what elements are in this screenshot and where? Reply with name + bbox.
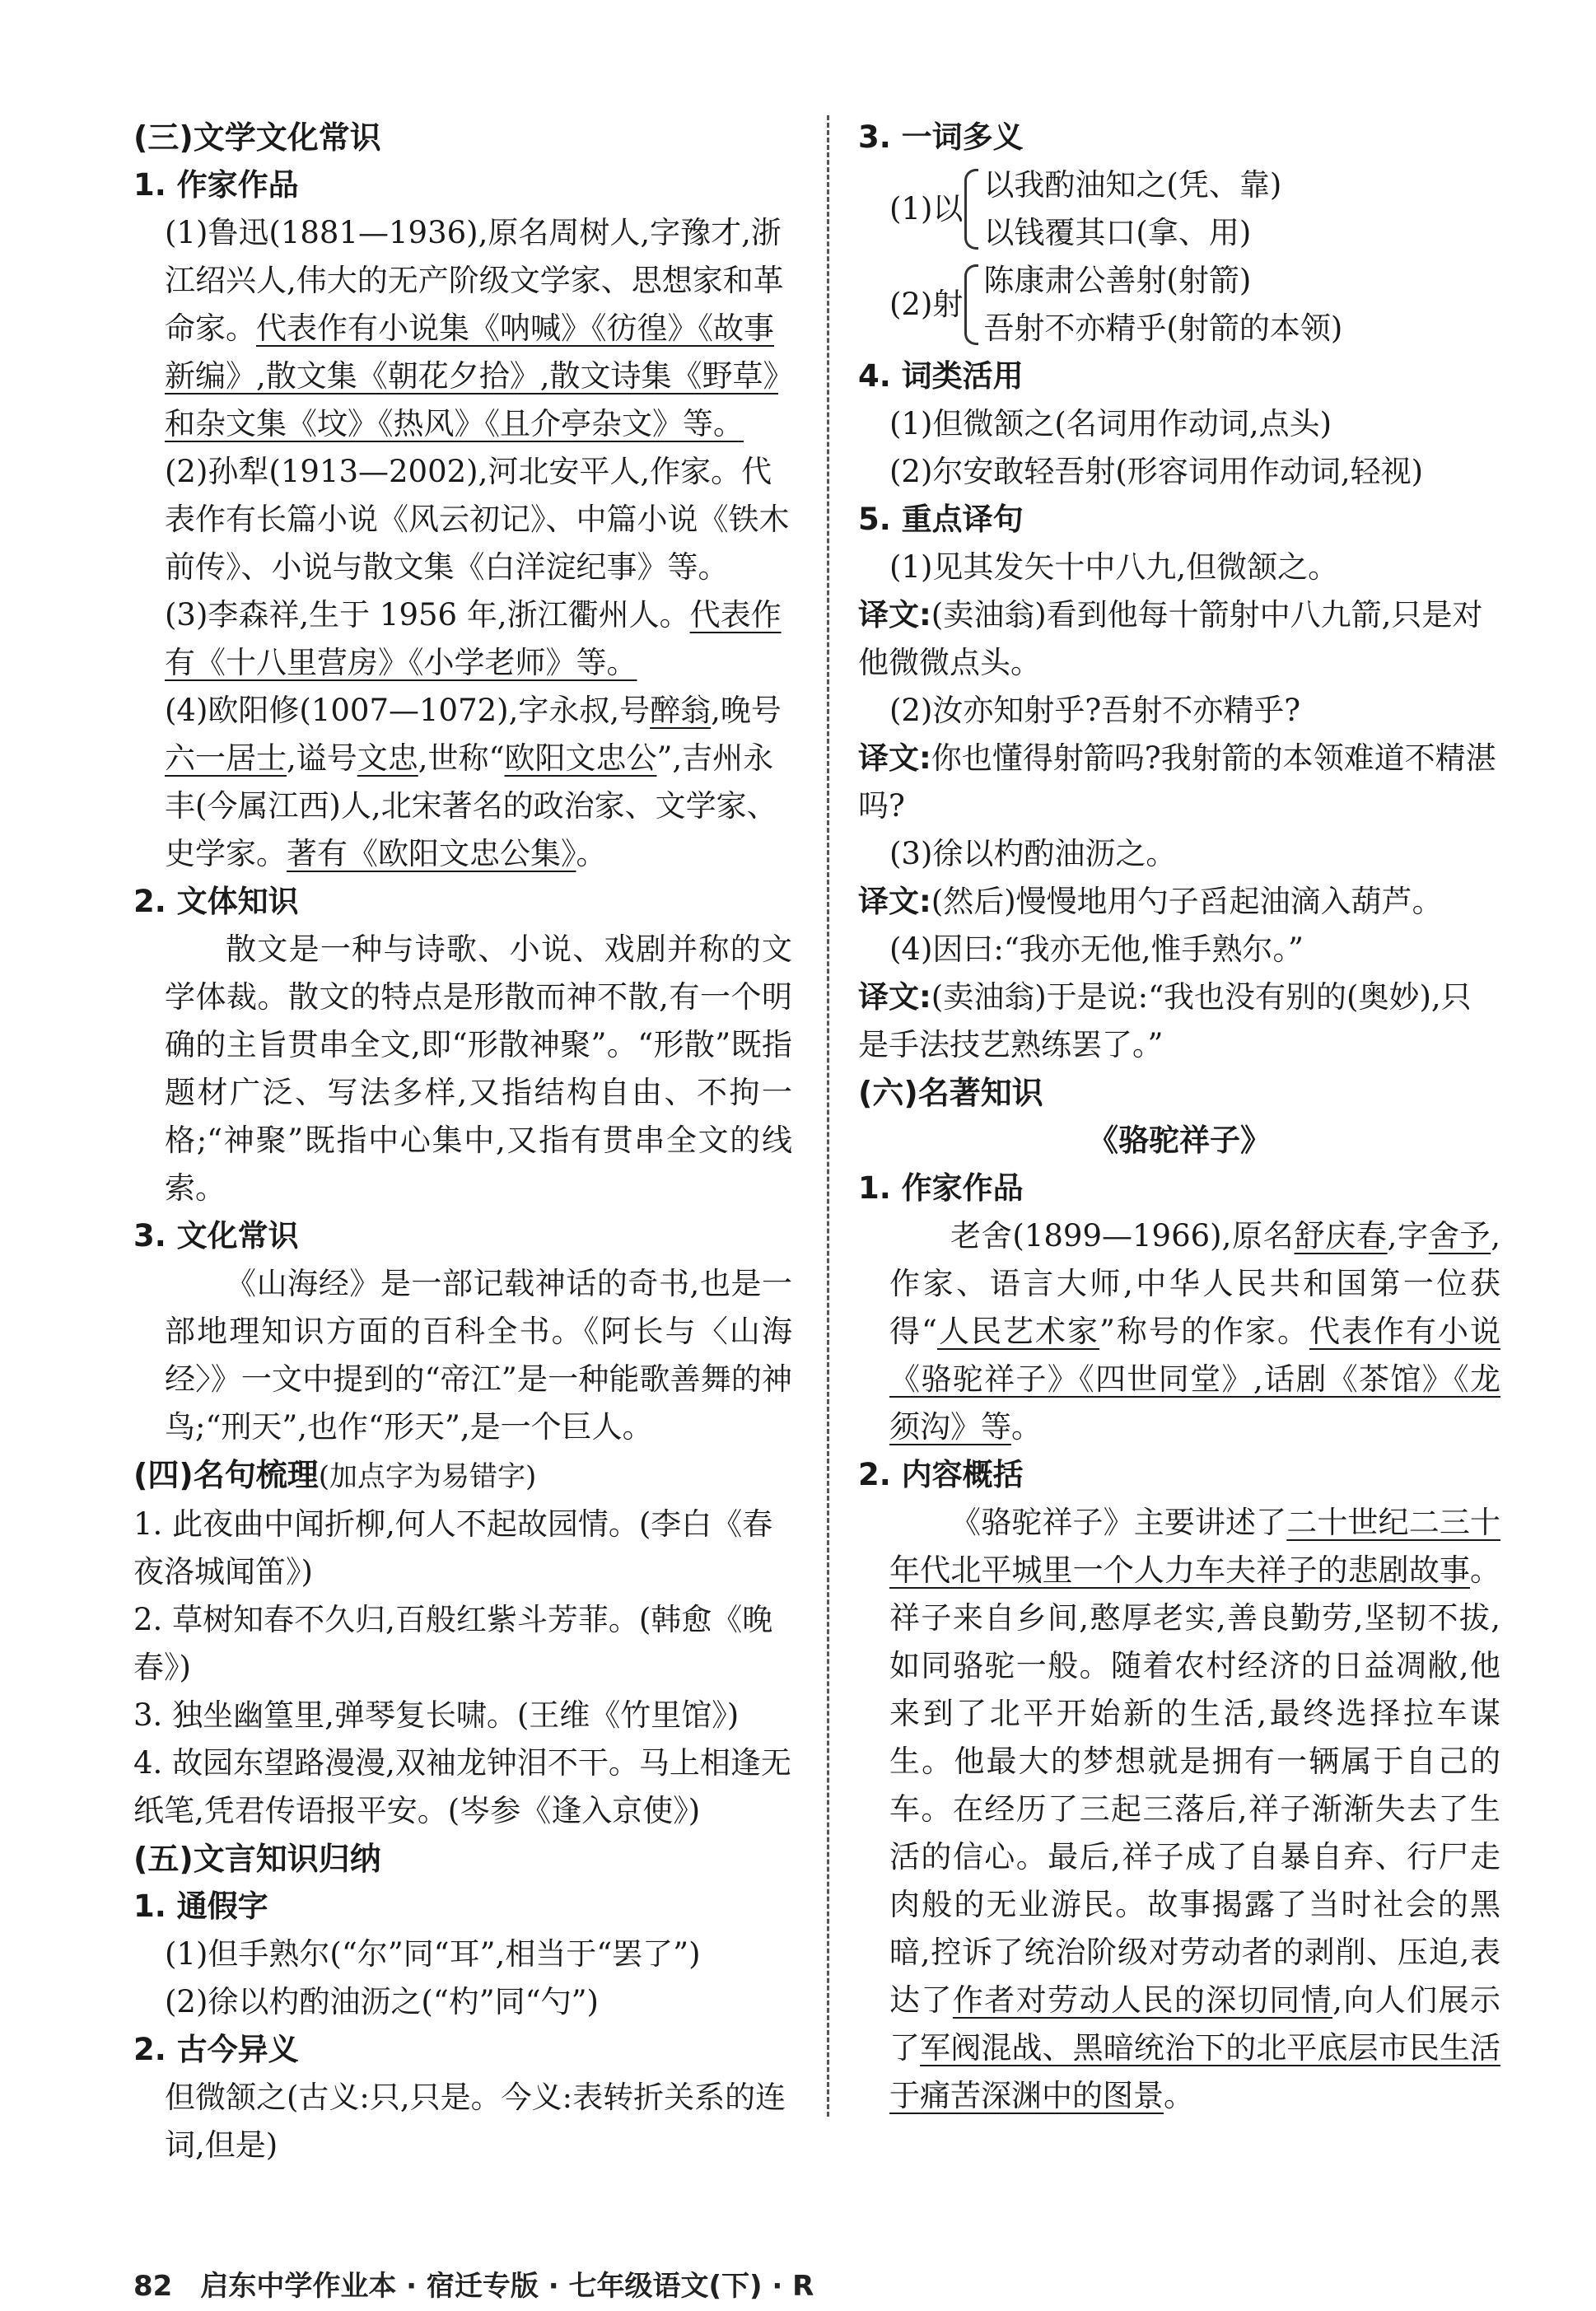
- polysemy-key: (1)以: [889, 191, 964, 226]
- laoshe-text: ”称号的作家。: [1099, 1314, 1309, 1349]
- ouyang-works: 著有《欧阳文忠公集》: [287, 836, 576, 871]
- subsection-title-authors: 1. 作家作品: [133, 167, 299, 203]
- translation-body: (卖油翁)于是说:“我也没有别的(奥妙),只是手法技艺熟练罢了。”: [858, 979, 1472, 1062]
- translation-body: (然后)慢慢地用勺子舀起油滴入葫芦。: [931, 884, 1443, 919]
- summary-text: 。祥子来自乡间,憨厚老实,善良勤劳,坚韧不拔,如同骆驼一般。随着农村经济的日益凋敝,他来到了北平开始新的生活,最终选择拉车谋生。他最大的梦想就是拥有一辆属于自己的车。在经历了三起三落后,祥子渐渐失去了生活的信心。最后,祥子成了自暴自弃、行尸走肉般的无业游民。故事揭露了当时社会的黑暗,控诉了统治阶级对劳动者的剥削、压迫,表达了: [889, 1552, 1500, 2018]
- translation-source: (4)因曰:“我亦无他,惟手熟尔。”: [889, 931, 1304, 967]
- page-footer: [133, 2263, 814, 2304]
- page-number: 82: [133, 2270, 173, 2303]
- brace-icon: [964, 264, 978, 345]
- genre-paragraph: 散文是一种与诗歌、小说、戏剧并称的文学体裁。散文的特点是形散而神不散,有一个明确的主旨贯串全文,即“形散神聚”。“形散”既指题材广泛、写法多样,又指结构自由、不拘一格;“神聚”既指中心集中,又指有贯串全文的线索。: [165, 931, 792, 1206]
- ouyang-text: ,世称“: [418, 740, 505, 776]
- polysemy-line: 陈康肃公善射(射箭): [983, 263, 1252, 298]
- translation-text: [858, 878, 1500, 926]
- luxun-works: 代表作有小说集《呐喊》《彷徨》《故事新编》,散文集《朝花夕拾》,散文诗集《野草》和杂文集《坟》《热风》《且介亭杂文》等。: [165, 310, 779, 441]
- subsection-title-tongjia: 1. 通假字: [133, 1888, 268, 1924]
- entry-lisenxiang: [133, 591, 792, 687]
- ouyang-text: ,晚号: [711, 693, 782, 728]
- translation-label: 译文:: [858, 597, 931, 633]
- lisenxiang-intro: (3)李森祥,生于 1956 年,浙江衢州人。: [165, 597, 690, 633]
- laoshe-title: 人民艺术家: [936, 1314, 1099, 1349]
- laoshe-zi: 舍予: [1428, 1218, 1491, 1254]
- quote-item: 4. 故园东望路漫漫,双袖龙钟泪不干。马上相逢无纸笔,凭君传语报平安。(岑参《逢入京使》): [133, 1745, 791, 1828]
- ouyang-cheng: 欧阳文忠公: [504, 740, 657, 776]
- brace-icon: [964, 169, 978, 250]
- book-title: 《骆驼祥子》: [1088, 1123, 1271, 1158]
- book-series-title: 启东中学作业本 · 宿迁专版 · 七年级语文(下) · R: [200, 2270, 814, 2303]
- subsection-title-book-author: 1. 作家作品: [858, 1170, 1024, 1206]
- translation-text: [858, 591, 1500, 687]
- ouyang-text: ,谥号: [287, 740, 357, 776]
- translation-body: 你也懂得射箭吗?我射箭的本领难道不精湛吗?: [858, 740, 1496, 824]
- laoshe-text: ,字: [1387, 1218, 1429, 1254]
- translation-source: (1)见其发矢十中八九,但微颔之。: [889, 549, 1339, 585]
- subsection-title-culture: 3. 文化常识: [133, 1218, 299, 1254]
- laoshe-text: 老舍(1899—1966),原名: [950, 1218, 1295, 1254]
- ouyang-text: (4)欧阳修(1007—1072),字永叔,号: [165, 693, 651, 728]
- ouyang-text: 。: [576, 836, 607, 871]
- laoshe-paragraph: [858, 1212, 1500, 1451]
- section-title-quotes: (四)名句梳理: [133, 1457, 319, 1493]
- summary-text: 《骆驼祥子》主要讲述了: [950, 1505, 1287, 1540]
- subsection-title-summary: 2. 内容概括: [858, 1457, 1024, 1492]
- subsection-title-gujin: 2. 古今异义: [133, 2032, 299, 2067]
- column-divider: [827, 115, 829, 2117]
- word-class-item: (2)尔安敢轻吾射(形容词用作动词,轻视): [889, 454, 1424, 489]
- quote-item: 2. 草树知春不久归,百般红紫斗芳菲。(韩愈《晚春》): [133, 1602, 773, 1685]
- luxun-intro: (1)鲁迅(1881—1936),原名周树人,字豫才,浙江绍兴人,伟大的无产阶级文学家、思想家和革命家。: [165, 215, 784, 346]
- culture-paragraph: 《山海经》是一部记载神话的奇书,也是一部地理知识方面的百科全书。《阿长与〈山海经〉》一文中提到的“帝江”是一种能歌善舞的神鸟;“刑天”,也作“形天”,是一个巨人。: [165, 1266, 792, 1445]
- summary-text: ,向人们展示了: [889, 1982, 1501, 2066]
- summary-paragraph: [858, 1499, 1500, 2120]
- polysemy-line: 以钱覆其口(拿、用): [983, 215, 1252, 250]
- polysemy-line: 吾射不亦精乎(射箭的本领): [983, 310, 1343, 346]
- polysemy-line: 以我酌油知之(凭、靠): [983, 167, 1282, 203]
- quote-item: 3. 独坐幽篁里,弹琴复长啸。(王维《竹里馆》): [133, 1697, 740, 1733]
- gujin-item: 但微颔之(古义:只,只是。今义:表转折关系的连词,但是): [165, 2080, 786, 2163]
- translation-label: 译文:: [858, 740, 931, 776]
- translation-source: (3)徐以杓酌油沥之。: [889, 836, 1177, 871]
- subsection-title-genre: 2. 文体知识: [133, 884, 299, 919]
- tongjia-item: (1)但手熟尔(“尔”同“耳”,相当于“罢了”): [165, 1936, 701, 1972]
- ouyang-shi: 文忠: [357, 740, 418, 776]
- ouyang-hao1: 醉翁: [650, 693, 712, 728]
- subsection-title-translation: 5. 重点译句: [858, 502, 1024, 537]
- right-column: [858, 114, 1500, 2120]
- translation-text: [858, 735, 1500, 830]
- section-title-literature: (三)文学文化常识: [133, 119, 381, 156]
- laoshe-name: 舒庆春: [1294, 1218, 1388, 1254]
- translation-label: 译文:: [858, 979, 931, 1015]
- section-title-classical: (五)文言知识归纳: [133, 1841, 381, 1877]
- section-title-classics: (六)名著知识: [858, 1075, 1043, 1111]
- subsection-title-word-class: 4. 词类活用: [858, 358, 1024, 394]
- tongjia-item: (2)徐以杓酌油沥之(“杓”同“勺”): [165, 1984, 599, 2019]
- translation-source: (2)汝亦知射乎?吾射不亦精乎?: [889, 693, 1301, 728]
- ouyang-hao2: 六一居士: [165, 740, 287, 776]
- section-note-quotes: (加点字为易错字): [318, 1460, 537, 1493]
- quote-item: 1. 此夜曲中闻折柳,何人不起故园情。(李白《春夜洛城闻笛》): [133, 1506, 773, 1590]
- polysemy-key: (2)射: [889, 287, 964, 322]
- translation-text: [858, 973, 1500, 1069]
- laoshe-text: 。: [1011, 1409, 1042, 1445]
- entry-luxun: [133, 209, 792, 448]
- ouyang-text: ”,吉州永丰(今属江西)人,北宋著名的政治家、文学家、史学家。: [165, 740, 777, 871]
- summary-key-phrase: 作者对劳动人民的深切同情: [952, 1982, 1333, 2018]
- entry-sunli: (2)孙犁(1913—2002),河北安平人,作家。代表作有长篇小说《风云初记》、中篇小说《铁木前传》、小说与散文集《白洋淀纪事》等。: [165, 454, 790, 585]
- laoshe-works: 代表作有小说《骆驼祥子》《四世同堂》,话剧《茶馆》《龙须沟》等: [889, 1314, 1501, 1445]
- entry-ouyangxiu: [133, 687, 792, 878]
- word-class-item: (1)但微颔之(名词用作动词,点头): [889, 406, 1332, 441]
- summary-key-phrase: 二十世纪二三十年代北平城里一个人力车夫祥子的悲剧故事: [889, 1505, 1501, 1588]
- section-title-quotes-wrap: [133, 1451, 792, 1501]
- laoshe-text: ,作家、语言大师,中华人民共和国第一位获得“: [889, 1218, 1500, 1349]
- polysemy-she: [858, 257, 1500, 352]
- summary-text: 。: [1164, 2078, 1194, 2113]
- polysemy-yi: [858, 161, 1500, 257]
- lisenxiang-works: 代表作有《十八里营房》《小学老师》等。: [165, 597, 782, 680]
- subsection-title-polysemy: 3. 一词多义: [858, 119, 1024, 155]
- summary-key-phrase: 军阀混战、黑暗统治下的北平底层市民生活于痛苦深渊中的图景: [889, 2030, 1501, 2113]
- translation-body: (卖油翁)看到他每十箭射中八九箭,只是对他微微点头。: [858, 597, 1483, 680]
- left-column: [133, 114, 792, 2169]
- translation-label: 译文:: [858, 884, 931, 919]
